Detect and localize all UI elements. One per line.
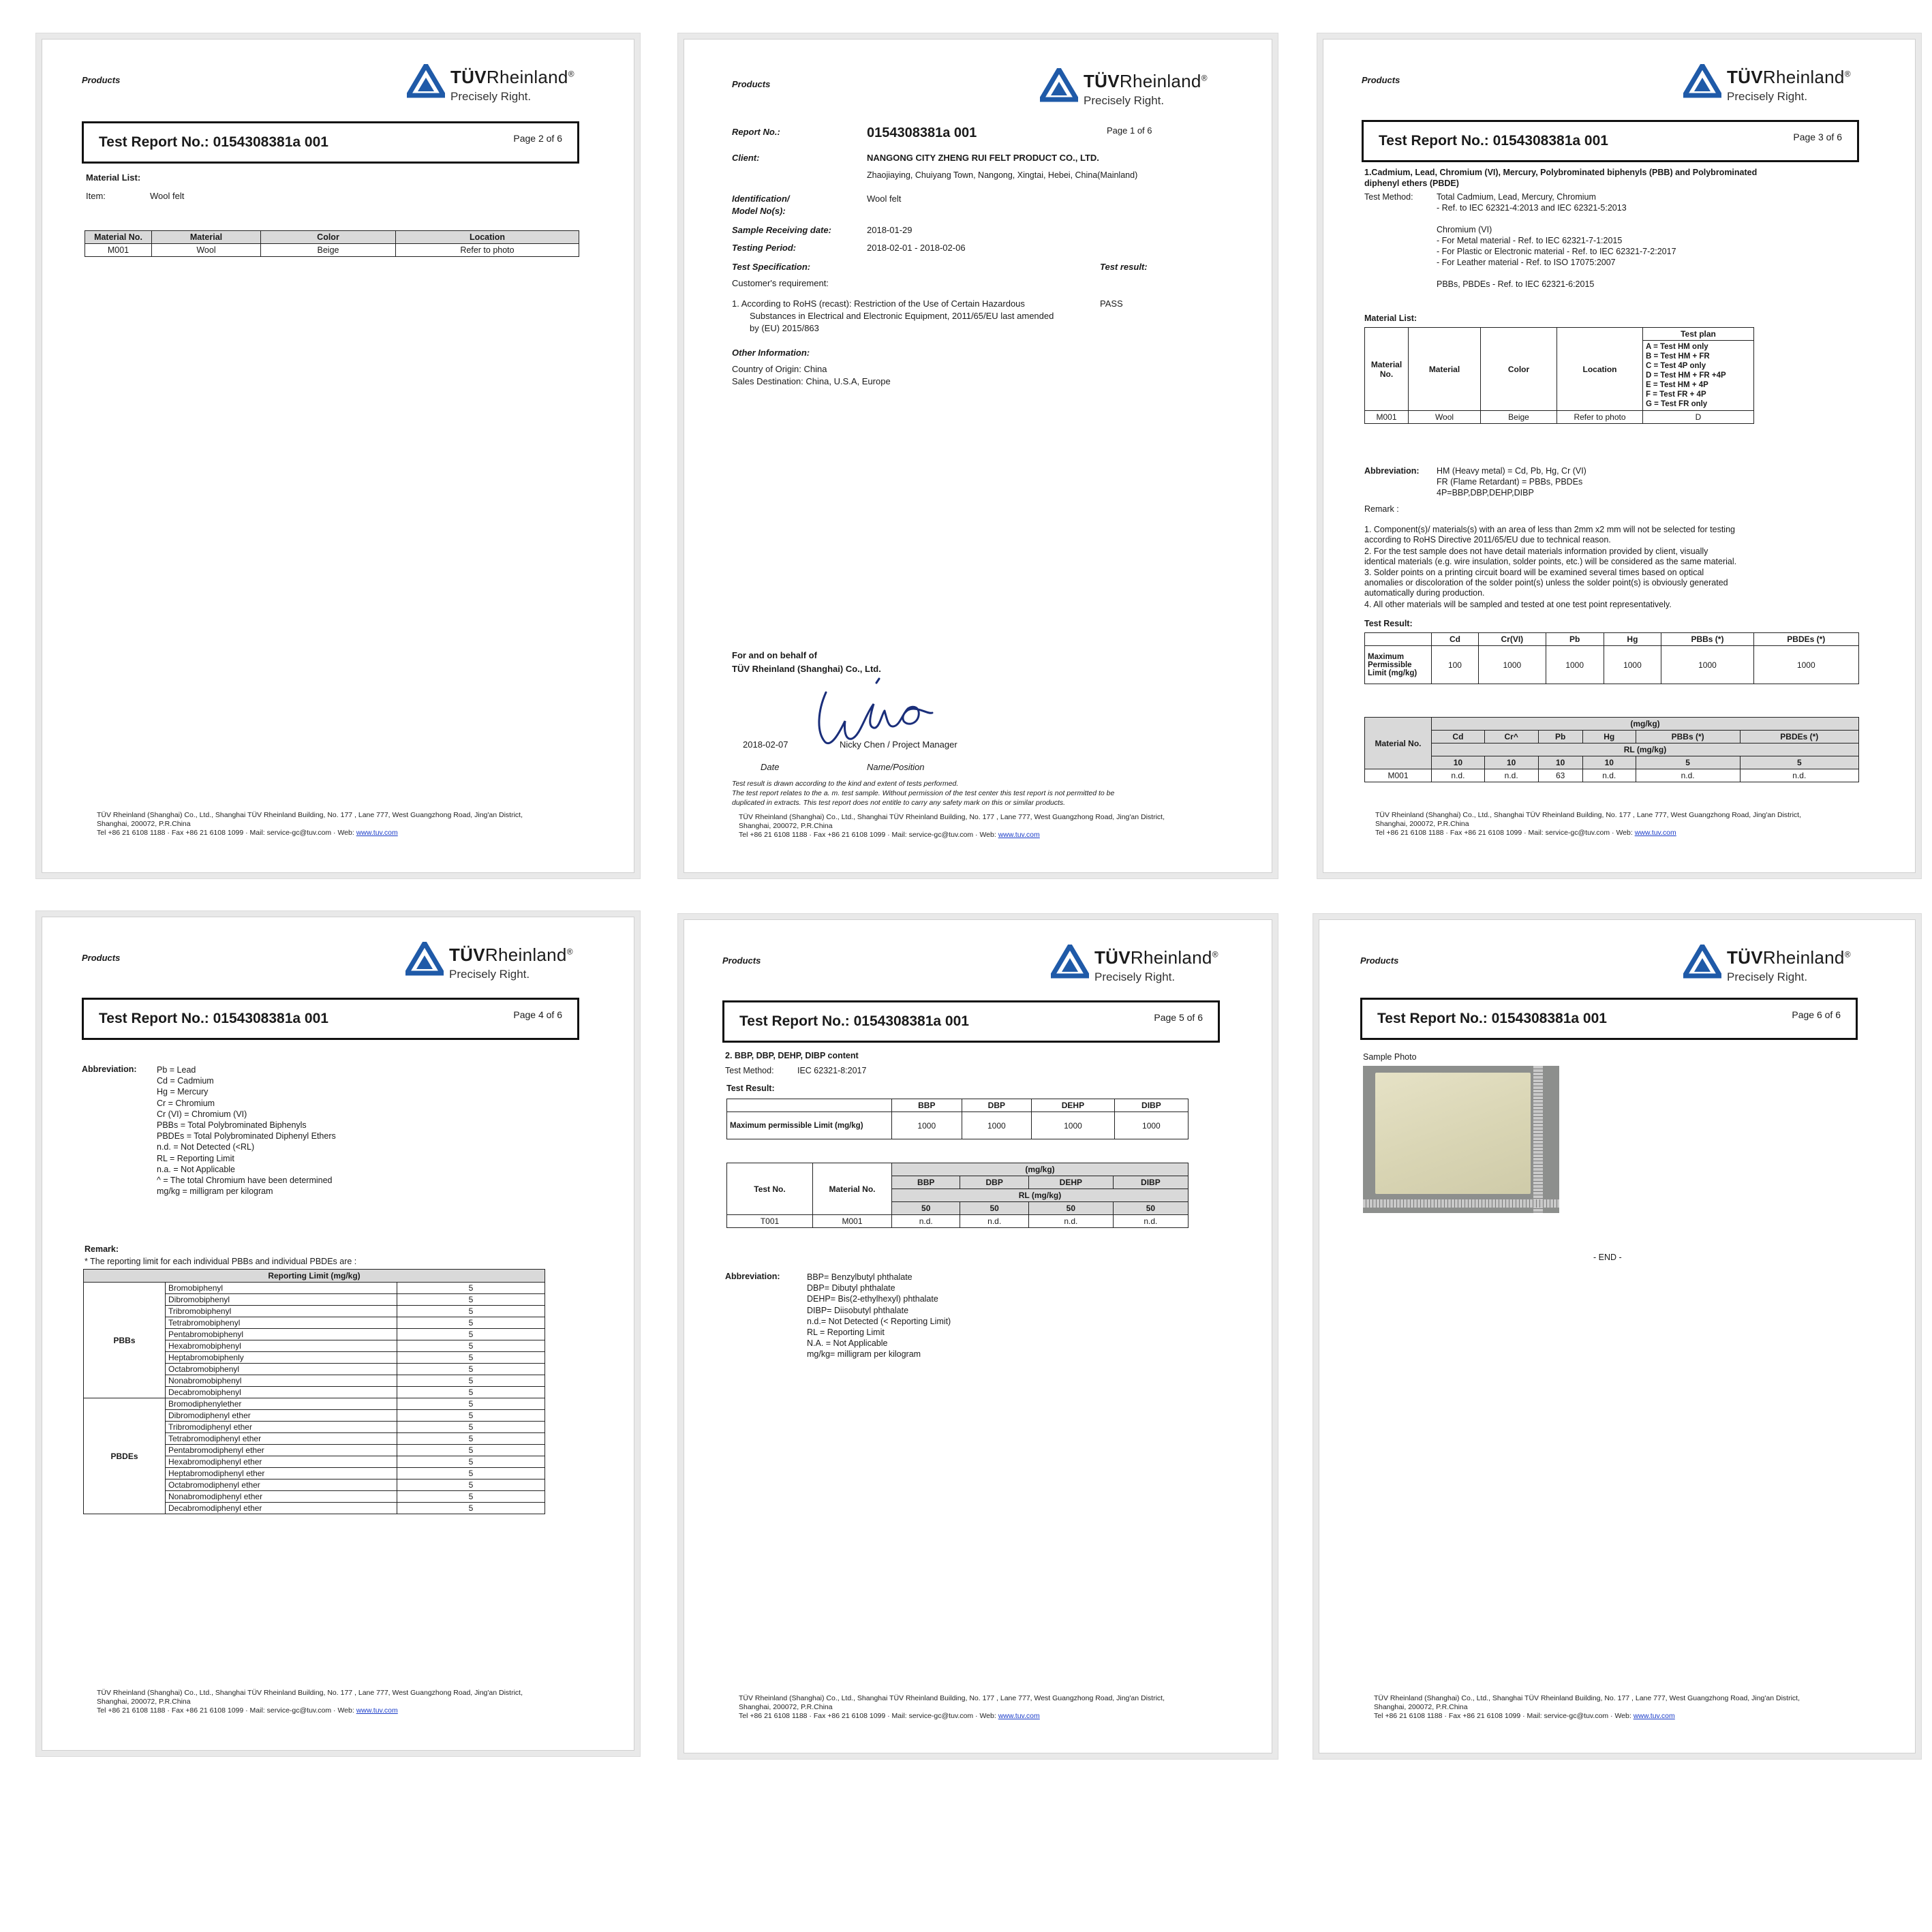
method-line: Total Cadmium, Lead, Mercury, Chromium	[1437, 192, 1596, 202]
compound-limit: 5	[397, 1422, 545, 1433]
remark-line: 4. All other materials will be sampled and tested at one test point representatively.	[1364, 600, 1672, 609]
abbreviation-line: FR (Flame Retardant) = PBBs, PBDEs	[1437, 477, 1583, 487]
behalf-line-1: For and on behalf of	[732, 650, 817, 660]
abbreviation-list: Pb = Lead Cd = Cadmium Hg = Mercury Cr = Chromium Cr (VI) = Chromium (VI) PBBs = Total Polybrominated Biphenyls PBDEs = Total Polybrominated Diphenyl Ethers n.d. = Not Detected (<RL) RL = Reporting Limit n.a. = Not Applicable ^ = The total Chromium have been determined mg/kg = milligram per kilogram	[157, 1065, 336, 1197]
compound-limit: 5	[397, 1387, 545, 1398]
material-test-plan-table	[1364, 327, 1754, 424]
th-material-no: Material No.	[85, 231, 152, 244]
testing-value: 2018-02-01 - 2018-02-06	[867, 243, 966, 253]
material-list-heading: Material List:	[1364, 313, 1417, 323]
th-pbbs: PBBs (*)	[1636, 731, 1740, 743]
compound-limit: 5	[397, 1294, 545, 1306]
th-color: Color	[1481, 328, 1557, 411]
compound-limit: 5	[397, 1306, 545, 1317]
report-no-label: Report No.:	[732, 127, 780, 137]
unit-header: (mg/kg)	[892, 1163, 1189, 1176]
method-line: - Ref. to IEC 62321-4:2013 and IEC 62321-5:2013	[1437, 203, 1627, 213]
rl-cd: 10	[1432, 756, 1485, 769]
requirement-line-2: Substances in Electrical and Electronic Equipment, 2011/65/EU last amended	[750, 311, 1054, 321]
requirement-line-3: by (EU) 2015/863	[750, 323, 819, 333]
sample-photo-label: Sample Photo	[1363, 1052, 1417, 1062]
page-footer: TÜV Rheinland (Shanghai) Co., Ltd., Shanghai TÜV Rheinland Building, No. 177 , Lane 777, West Guangzhong Road, Jing'an District, Shanghai, 200072, P.R.China Tel +86 21 6108 1188 · Fax +86 21 6108 1099 · Mail: service-gc@tuv.com · Web: www.tuv.com	[97, 1689, 523, 1715]
th-pb: Pb	[1546, 633, 1604, 646]
th-bbp: BBP	[892, 1176, 960, 1189]
tuv-triangle-icon	[1683, 64, 1721, 98]
compound-limit: 5	[397, 1364, 545, 1375]
abbreviation-list: BBP= Benzylbutyl phthalate DBP= Dibutyl phthalate DEHP= Bis(2-ethylhexyl) phthalate DIBP= Diisobutyl phthalate n.d.= Not Detected (< Reporting Limit) RL = Reporting Limit N.A. = Not Applicable mg/kg= milligram per kilogram	[807, 1272, 951, 1360]
compound-name: Decabromobiphenyl	[166, 1387, 397, 1398]
ident-label-1: Identification/	[732, 194, 790, 204]
th-pbbs: PBBs (*)	[1661, 633, 1753, 646]
rl-cr: 10	[1484, 756, 1538, 769]
tuv-logo: TÜVRheinland® Precisely Right.	[1683, 945, 1860, 992]
remark-line: 2. For the test sample does not have detail materials information provided by client, visually	[1364, 547, 1708, 556]
client-name: NANGONG CITY ZHENG RUI FELT PRODUCT CO., LTD.	[867, 153, 1099, 163]
page-number: Page 6 of 6	[1792, 1009, 1841, 1020]
tuv-logo: TÜVRheinland® Precisely Right.	[407, 64, 584, 112]
footer-web-link[interactable]: www.tuv.com	[356, 1706, 398, 1715]
compound-name: Nonabromobiphenyl	[166, 1375, 397, 1387]
products-label: Products	[82, 75, 121, 85]
report-page-4	[42, 917, 634, 1750]
disclaimer-1: Test result is drawn according to the kind and extent of tests performed.	[732, 780, 959, 788]
footer-web-link[interactable]: www.tuv.com	[1633, 1712, 1675, 1720]
compound-name: Heptabromodiphenyl ether	[166, 1468, 397, 1479]
tuv-triangle-icon	[1683, 945, 1721, 979]
page-footer: TÜV Rheinland (Shanghai) Co., Ltd., Shanghai TÜV Rheinland Building, No. 177 , Lane 777, West Guangzhong Road, Jing'an District, Shanghai, 200072, P.R.China Tel +86 21 6108 1188 · Fax +86 21 6108 1099 · Mail: service-gc@tuv.com · Web: www.tuv.com	[1374, 1694, 1800, 1720]
th-dehp: DEHP	[1032, 1099, 1115, 1112]
products-label: Products	[1362, 75, 1400, 85]
test-method-label: Test Method:	[725, 1066, 774, 1075]
compound-name: Bromodiphenylether	[166, 1398, 397, 1410]
report-title: Test Report No.: 0154308381a 001	[99, 134, 328, 150]
page-number: Page 3 of 6	[1793, 132, 1842, 142]
cell-material-no: M001	[1365, 411, 1409, 424]
th-hg: Hg	[1582, 731, 1636, 743]
th-dbp: DBP	[962, 1099, 1032, 1112]
remark-line: automatically during production.	[1364, 588, 1485, 598]
result-dbp: n.d.	[960, 1215, 1028, 1228]
compound-limit: 5	[397, 1283, 545, 1294]
end-marker: - END -	[1593, 1253, 1622, 1262]
th-material-no: Material No.	[1365, 328, 1409, 411]
cell-material: Wool	[152, 244, 261, 257]
rl-header: RL (mg/kg)	[892, 1189, 1189, 1202]
limit-table	[1364, 632, 1859, 684]
remark-line: 3. Solder points on a printing circuit board will be examined several times based on optical	[1364, 568, 1704, 577]
result-label: Test result:	[1100, 262, 1148, 272]
compound-name: Hexabromobiphenyl	[166, 1340, 397, 1352]
report-title-box	[722, 1000, 1220, 1043]
report-title-box	[82, 998, 579, 1040]
report-no-value: 0154308381a 001	[867, 125, 977, 140]
compound-limit: 5	[397, 1352, 545, 1364]
th-dibp: DIBP	[1114, 1099, 1188, 1112]
report-title: Test Report No.: 0154308381a 001	[739, 1013, 969, 1029]
other-info-label: Other Information:	[732, 348, 810, 358]
sign-date: 2018-02-07	[743, 739, 788, 750]
compound-limit: 5	[397, 1491, 545, 1503]
tagline: Precisely Right.	[1084, 94, 1165, 107]
th-pbdes: PBDEs (*)	[1753, 633, 1858, 646]
tuv-triangle-icon	[1051, 945, 1089, 979]
section-title: 2. BBP, DBP, DEHP, DIBP content	[725, 1051, 859, 1060]
pbde-group-label: PBDEs	[84, 1398, 166, 1514]
section-title-2: diphenyl ethers (PBDE)	[1364, 179, 1459, 188]
compound-name: Bromobiphenyl	[166, 1283, 397, 1294]
report-page-5	[684, 920, 1272, 1753]
ruler-vertical	[1533, 1066, 1543, 1213]
result-cd: n.d.	[1432, 769, 1485, 782]
cell-color: Beige	[261, 244, 396, 257]
table-row	[84, 1398, 545, 1410]
ruler-horizontal	[1363, 1199, 1559, 1208]
abbreviation-line: HM (Heavy metal) = Cd, Pb, Hg, Cr (VI)	[1437, 466, 1586, 476]
tagline: Precisely Right.	[449, 968, 530, 981]
receiving-label: Sample Receiving date:	[732, 225, 831, 235]
remark-line: identical materials (e.g. wire insulation, solder points, etc.) will be considered as the same material.	[1364, 557, 1737, 566]
compound-name: Nonabromodiphenyl ether	[166, 1491, 397, 1503]
pbde-rows	[84, 1398, 545, 1514]
ident-value: Wool felt	[867, 194, 902, 204]
rl-dehp: 50	[1028, 1202, 1113, 1215]
compound-name: Octabromodiphenyl ether	[166, 1479, 397, 1491]
compound-name: Tribromobiphenyl	[166, 1306, 397, 1317]
limit-pb: 1000	[1546, 646, 1604, 684]
rl-pb: 10	[1538, 756, 1582, 769]
cell-material: Wool	[1409, 411, 1481, 424]
disclaimer-3: duplicated in extracts. This test report does not entitle to carry any safety mark on this or similar products.	[732, 799, 1066, 807]
client-label: Client:	[732, 153, 760, 163]
cell-color: Beige	[1481, 411, 1557, 424]
th-material: Material	[152, 231, 261, 244]
compound-name: Decabromodiphenyl ether	[166, 1503, 397, 1514]
rl-header: RL (mg/kg)	[1432, 743, 1859, 756]
limit-cd: 100	[1432, 646, 1479, 684]
requirement-result: PASS	[1100, 298, 1123, 309]
result-dibp: n.d.	[1113, 1215, 1188, 1228]
th-location: Location	[396, 231, 579, 244]
method-line: - For Metal material - Ref. to IEC 62321-7-1:2015	[1437, 236, 1623, 245]
tuv-logo: TÜVRheinland® Precisely Right.	[405, 942, 583, 990]
th-reporting-limit: Reporting Limit (mg/kg)	[84, 1270, 545, 1283]
behalf-line-2: TÜV Rheinland (Shanghai) Co., Ltd.	[732, 664, 881, 674]
result-bbp: n.d.	[892, 1215, 960, 1228]
page-number: Page 4 of 6	[513, 1009, 562, 1020]
result-table	[1364, 717, 1859, 782]
th-cd: Cd	[1432, 633, 1479, 646]
rl-pbbs: 5	[1636, 756, 1740, 769]
remark-label: Remark:	[85, 1244, 119, 1254]
phthalate-limit-table	[726, 1099, 1189, 1139]
th-material-no: Material No.	[813, 1163, 892, 1215]
tuv-triangle-icon	[407, 64, 445, 98]
th-cr: Cr^	[1484, 731, 1538, 743]
compound-limit: 5	[397, 1468, 545, 1479]
footer-web-link[interactable]: www.tuv.com	[1634, 829, 1676, 837]
th-material-no: Material No.	[1365, 718, 1432, 769]
products-label: Products	[722, 955, 761, 966]
th-dibp: DIBP	[1113, 1176, 1188, 1189]
report-title: Test Report No.: 0154308381a 001	[1379, 133, 1608, 149]
report-title: Test Report No.: 0154308381a 001	[1377, 1011, 1607, 1026]
cell-location: Refer to photo	[1557, 411, 1643, 424]
th-hg: Hg	[1604, 633, 1661, 646]
limit-dehp: 1000	[1032, 1112, 1115, 1139]
th-pbdes: PBDEs (*)	[1740, 731, 1858, 743]
client-address: Zhaojiaying, Chuiyang Town, Nangong, Xingtai, Hebei, China(Mainland)	[867, 170, 1138, 180]
products-label: Products	[732, 79, 771, 89]
result-material-no: M001	[813, 1215, 892, 1228]
result-test-no: T001	[727, 1215, 813, 1228]
compound-name: Heptabromobiphenly	[166, 1352, 397, 1364]
method-line: Chromium (VI)	[1437, 225, 1492, 234]
ident-label-2: Model No(s):	[732, 206, 786, 216]
products-label: Products	[82, 953, 121, 963]
limit-dibp: 1000	[1114, 1112, 1188, 1139]
report-page-6	[1319, 920, 1915, 1753]
result-dehp: n.d.	[1028, 1215, 1113, 1228]
receiving-value: 2018-01-29	[867, 225, 913, 235]
compound-name: Pentabromodiphenyl ether	[166, 1445, 397, 1456]
rl-dbp: 50	[960, 1202, 1028, 1215]
compound-limit: 5	[397, 1456, 545, 1468]
products-label: Products	[1360, 955, 1399, 966]
disclaimer-2: The test report relates to the a. m. test sample. Without permission of the test center this test report is not permitted to be	[732, 789, 1115, 797]
compound-name: Hexabromodiphenyl ether	[166, 1456, 397, 1468]
tagline: Precisely Right.	[1727, 970, 1808, 983]
limit-dbp: 1000	[962, 1112, 1032, 1139]
th-color: Color	[261, 231, 396, 244]
item-value: Wool felt	[150, 191, 185, 201]
tuv-logo: TÜVRheinland® Precisely Right.	[1683, 64, 1860, 112]
spec-label: Test Specification:	[732, 262, 811, 272]
material-table	[85, 230, 579, 257]
test-plan-options: A = Test HM only B = Test HM + FR C = Test 4P only D = Test HM + FR +4P E = Test HM + 4P F = Test FR + 4P G = Test FR only	[1643, 341, 1754, 411]
compound-limit: 5	[397, 1433, 545, 1445]
tuv-logo: TÜVRheinland® Precisely Right.	[1051, 945, 1228, 992]
result-hg: n.d.	[1582, 769, 1636, 782]
page-footer: TÜV Rheinland (Shanghai) Co., Ltd., Shanghai TÜV Rheinland Building, No. 177 , Lane 777, West Guangzhong Road, Jing'an District, Shanghai, 200072, P.R.China Tel +86 21 6108 1188 · Fax +86 21 6108 1099 · Mail: service-gc@tuv.com · Web: www.tuv.com	[1375, 811, 1801, 837]
tuv-triangle-icon	[405, 942, 444, 976]
compound-name: Tribromodiphenyl ether	[166, 1422, 397, 1433]
remark-line: anomalies or discoloration of the solder point(s) unless the solder point(s) is obviously generated	[1364, 578, 1728, 587]
item-label: Item:	[86, 191, 106, 201]
th-bbp: BBP	[892, 1099, 962, 1112]
pbb-rows	[84, 1283, 545, 1398]
test-method-label: Test Method:	[1364, 192, 1413, 202]
compound-limit: 5	[397, 1503, 545, 1514]
result-row-label: M001	[1365, 769, 1432, 782]
compound-limit: 5	[397, 1375, 545, 1387]
compound-name: Octabromobiphenyl	[166, 1364, 397, 1375]
phthalate-result-table	[726, 1163, 1189, 1228]
result-pbdes: n.d.	[1740, 769, 1858, 782]
test-method-value: IEC 62321-8:2017	[797, 1066, 867, 1075]
abbreviation-label: Abbreviation:	[82, 1064, 137, 1074]
tagline: Precisely Right.	[450, 90, 532, 103]
report-page-2	[42, 40, 634, 872]
page-number: Page 1 of 6	[1107, 125, 1152, 136]
footer-web-link[interactable]: www.tuv.com	[998, 1712, 1040, 1720]
page-footer: TÜV Rheinland (Shanghai) Co., Ltd., Shanghai TÜV Rheinland Building, No. 177 , Lane 777, West Guangzhong Road, Jing'an District, Shanghai, 200072, P.R.China Tel +86 21 6108 1188 · Fax +86 21 6108 1099 · Mail: service-gc@tuv.com · Web: www.tuv.com	[739, 813, 1165, 839]
th-pb: Pb	[1538, 731, 1582, 743]
method-line: - For Plastic or Electronic material - Ref. to IEC 62321-7-2:2017	[1437, 247, 1676, 256]
compound-name: Pentabromobiphenyl	[166, 1329, 397, 1340]
compound-limit: 5	[397, 1398, 545, 1410]
remark-label: Remark :	[1364, 504, 1399, 514]
cell-material-no: M001	[85, 244, 152, 257]
th-location: Location	[1557, 328, 1643, 411]
th-test-no: Test No.	[727, 1163, 813, 1215]
limit-pbdes: 1000	[1753, 646, 1858, 684]
cell-test-plan: D	[1643, 411, 1754, 424]
unit-header: (mg/kg)	[1432, 718, 1859, 731]
result-cr: n.d.	[1484, 769, 1538, 782]
reporting-limit-table	[83, 1269, 545, 1514]
report-title-box	[1360, 998, 1858, 1040]
page-footer: TÜV Rheinland (Shanghai) Co., Ltd., Shanghai TÜV Rheinland Building, No. 177 , Lane 777, West Guangzhong Road, Jing'an District, Shanghai, 200072, P.R.China Tel +86 21 6108 1188 · Fax +86 21 6108 1099 · Mail: service-gc@tuv.com · Web: www.tuv.com	[739, 1694, 1165, 1720]
limit-pbbs: 1000	[1661, 646, 1753, 684]
pbb-group-label: PBBs	[84, 1283, 166, 1398]
report-page-3	[1323, 40, 1915, 872]
rl-dibp: 50	[1113, 1202, 1188, 1215]
tuv-logo: TÜVRheinland® Precisely Right.	[1040, 68, 1217, 116]
report-title-box	[82, 121, 579, 164]
testing-label: Testing Period:	[732, 243, 797, 253]
section-title-1: 1.Cadmium, Lead, Chromium (VI), Mercury, Polybrominated biphenyls (PBB) and Polybrominated	[1364, 168, 1758, 177]
limit-row-label: Maximum Permissible Limit (mg/kg)	[1365, 646, 1432, 684]
page-number: Page 2 of 6	[513, 133, 562, 144]
method-line: PBBs, PBDEs - Ref. to IEC 62321-6:2015	[1437, 279, 1595, 289]
requirement-line-1: 1. According to RoHS (recast): Restriction of the Use of Certain Hazardous	[732, 298, 1025, 309]
report-page-1	[684, 40, 1272, 872]
compound-limit: 5	[397, 1329, 545, 1340]
sales-destination: Sales Destination: China, U.S.A, Europe	[732, 376, 891, 386]
rl-hg: 10	[1582, 756, 1636, 769]
compound-name: Dibromodiphenyl ether	[166, 1410, 397, 1422]
limit-cr-vi: 1000	[1478, 646, 1546, 684]
th-cd: Cd	[1432, 731, 1485, 743]
compound-limit: 5	[397, 1479, 545, 1491]
material-list-heading: Material List:	[86, 172, 141, 183]
compound-name: Tetrabromobiphenyl	[166, 1317, 397, 1329]
compound-limit: 5	[397, 1340, 545, 1352]
country-origin: Country of Origin: China	[732, 364, 827, 374]
test-result-label: Test Result:	[1364, 619, 1413, 628]
remark-line: according to RoHS Directive 2011/65/EU due to technical reason.	[1364, 535, 1611, 545]
compound-name: Tetrabromodiphenyl ether	[166, 1433, 397, 1445]
abbreviation-label: Abbreviation:	[1364, 466, 1420, 476]
compound-limit: 5	[397, 1410, 545, 1422]
limit-bbp: 1000	[892, 1112, 962, 1139]
sign-name: Nicky Chen / Project Manager	[840, 739, 957, 750]
th-dbp: DBP	[960, 1176, 1028, 1189]
limit-hg: 1000	[1604, 646, 1661, 684]
felt-sample	[1375, 1073, 1531, 1194]
date-caption: Date	[761, 762, 780, 772]
th-cr-vi: Cr(VI)	[1478, 633, 1546, 646]
page-footer: TÜV Rheinland (Shanghai) Co., Ltd., Shanghai TÜV Rheinland Building, No. 177 , Lane 777, West Guangzhong Road, Jing'an District, Shanghai, 200072, P.R.China Tel +86 21 6108 1188 · Fax +86 21 6108 1099 · Mail: service-gc@tuv.com · Web: www.tuv.com	[97, 811, 523, 837]
tagline: Precisely Right.	[1094, 970, 1176, 983]
th-dehp: DEHP	[1028, 1176, 1113, 1189]
remark-line: 1. Component(s)/ materials(s) with an area of less than 2mm x2 mm will not be selected for testing	[1364, 525, 1735, 534]
page-number: Page 5 of 6	[1154, 1012, 1203, 1023]
cell-location: Refer to photo	[396, 244, 579, 257]
th-material: Material	[1409, 328, 1481, 411]
abbreviation-line: 4P=BBP,DBP,DEHP,DIBP	[1437, 488, 1534, 497]
sample-photo	[1363, 1066, 1559, 1213]
report-title: Test Report No.: 0154308381a 001	[99, 1011, 328, 1026]
compound-name: Dibromobiphenyl	[166, 1294, 397, 1306]
method-line: - For Leather material - Ref. to ISO 17075:2007	[1437, 258, 1616, 267]
rl-bbp: 50	[892, 1202, 960, 1215]
compound-limit: 5	[397, 1317, 545, 1329]
test-result-label: Test Result:	[726, 1084, 775, 1093]
compound-limit: 5	[397, 1445, 545, 1456]
name-caption: Name/Position	[867, 762, 925, 772]
result-pbbs: n.d.	[1636, 769, 1740, 782]
table-row	[84, 1283, 545, 1294]
result-pb: 63	[1538, 769, 1582, 782]
limit-row-label: Maximum permissible Limit (mg/kg)	[727, 1112, 892, 1139]
tagline: Precisely Right.	[1727, 90, 1808, 103]
report-title-box	[1362, 120, 1859, 162]
remark-text: * The reporting limit for each individual PBBs and individual PBDEs are :	[85, 1257, 357, 1266]
customer-requirement: Customer's requirement:	[732, 278, 829, 288]
th-test-plan: Test plan	[1643, 328, 1754, 341]
footer-web-link[interactable]: www.tuv.com	[356, 829, 398, 837]
tuv-triangle-icon	[1040, 68, 1078, 102]
abbreviation-label: Abbreviation:	[725, 1272, 780, 1281]
footer-web-link[interactable]: www.tuv.com	[998, 831, 1040, 839]
rl-pbdes: 5	[1740, 756, 1858, 769]
